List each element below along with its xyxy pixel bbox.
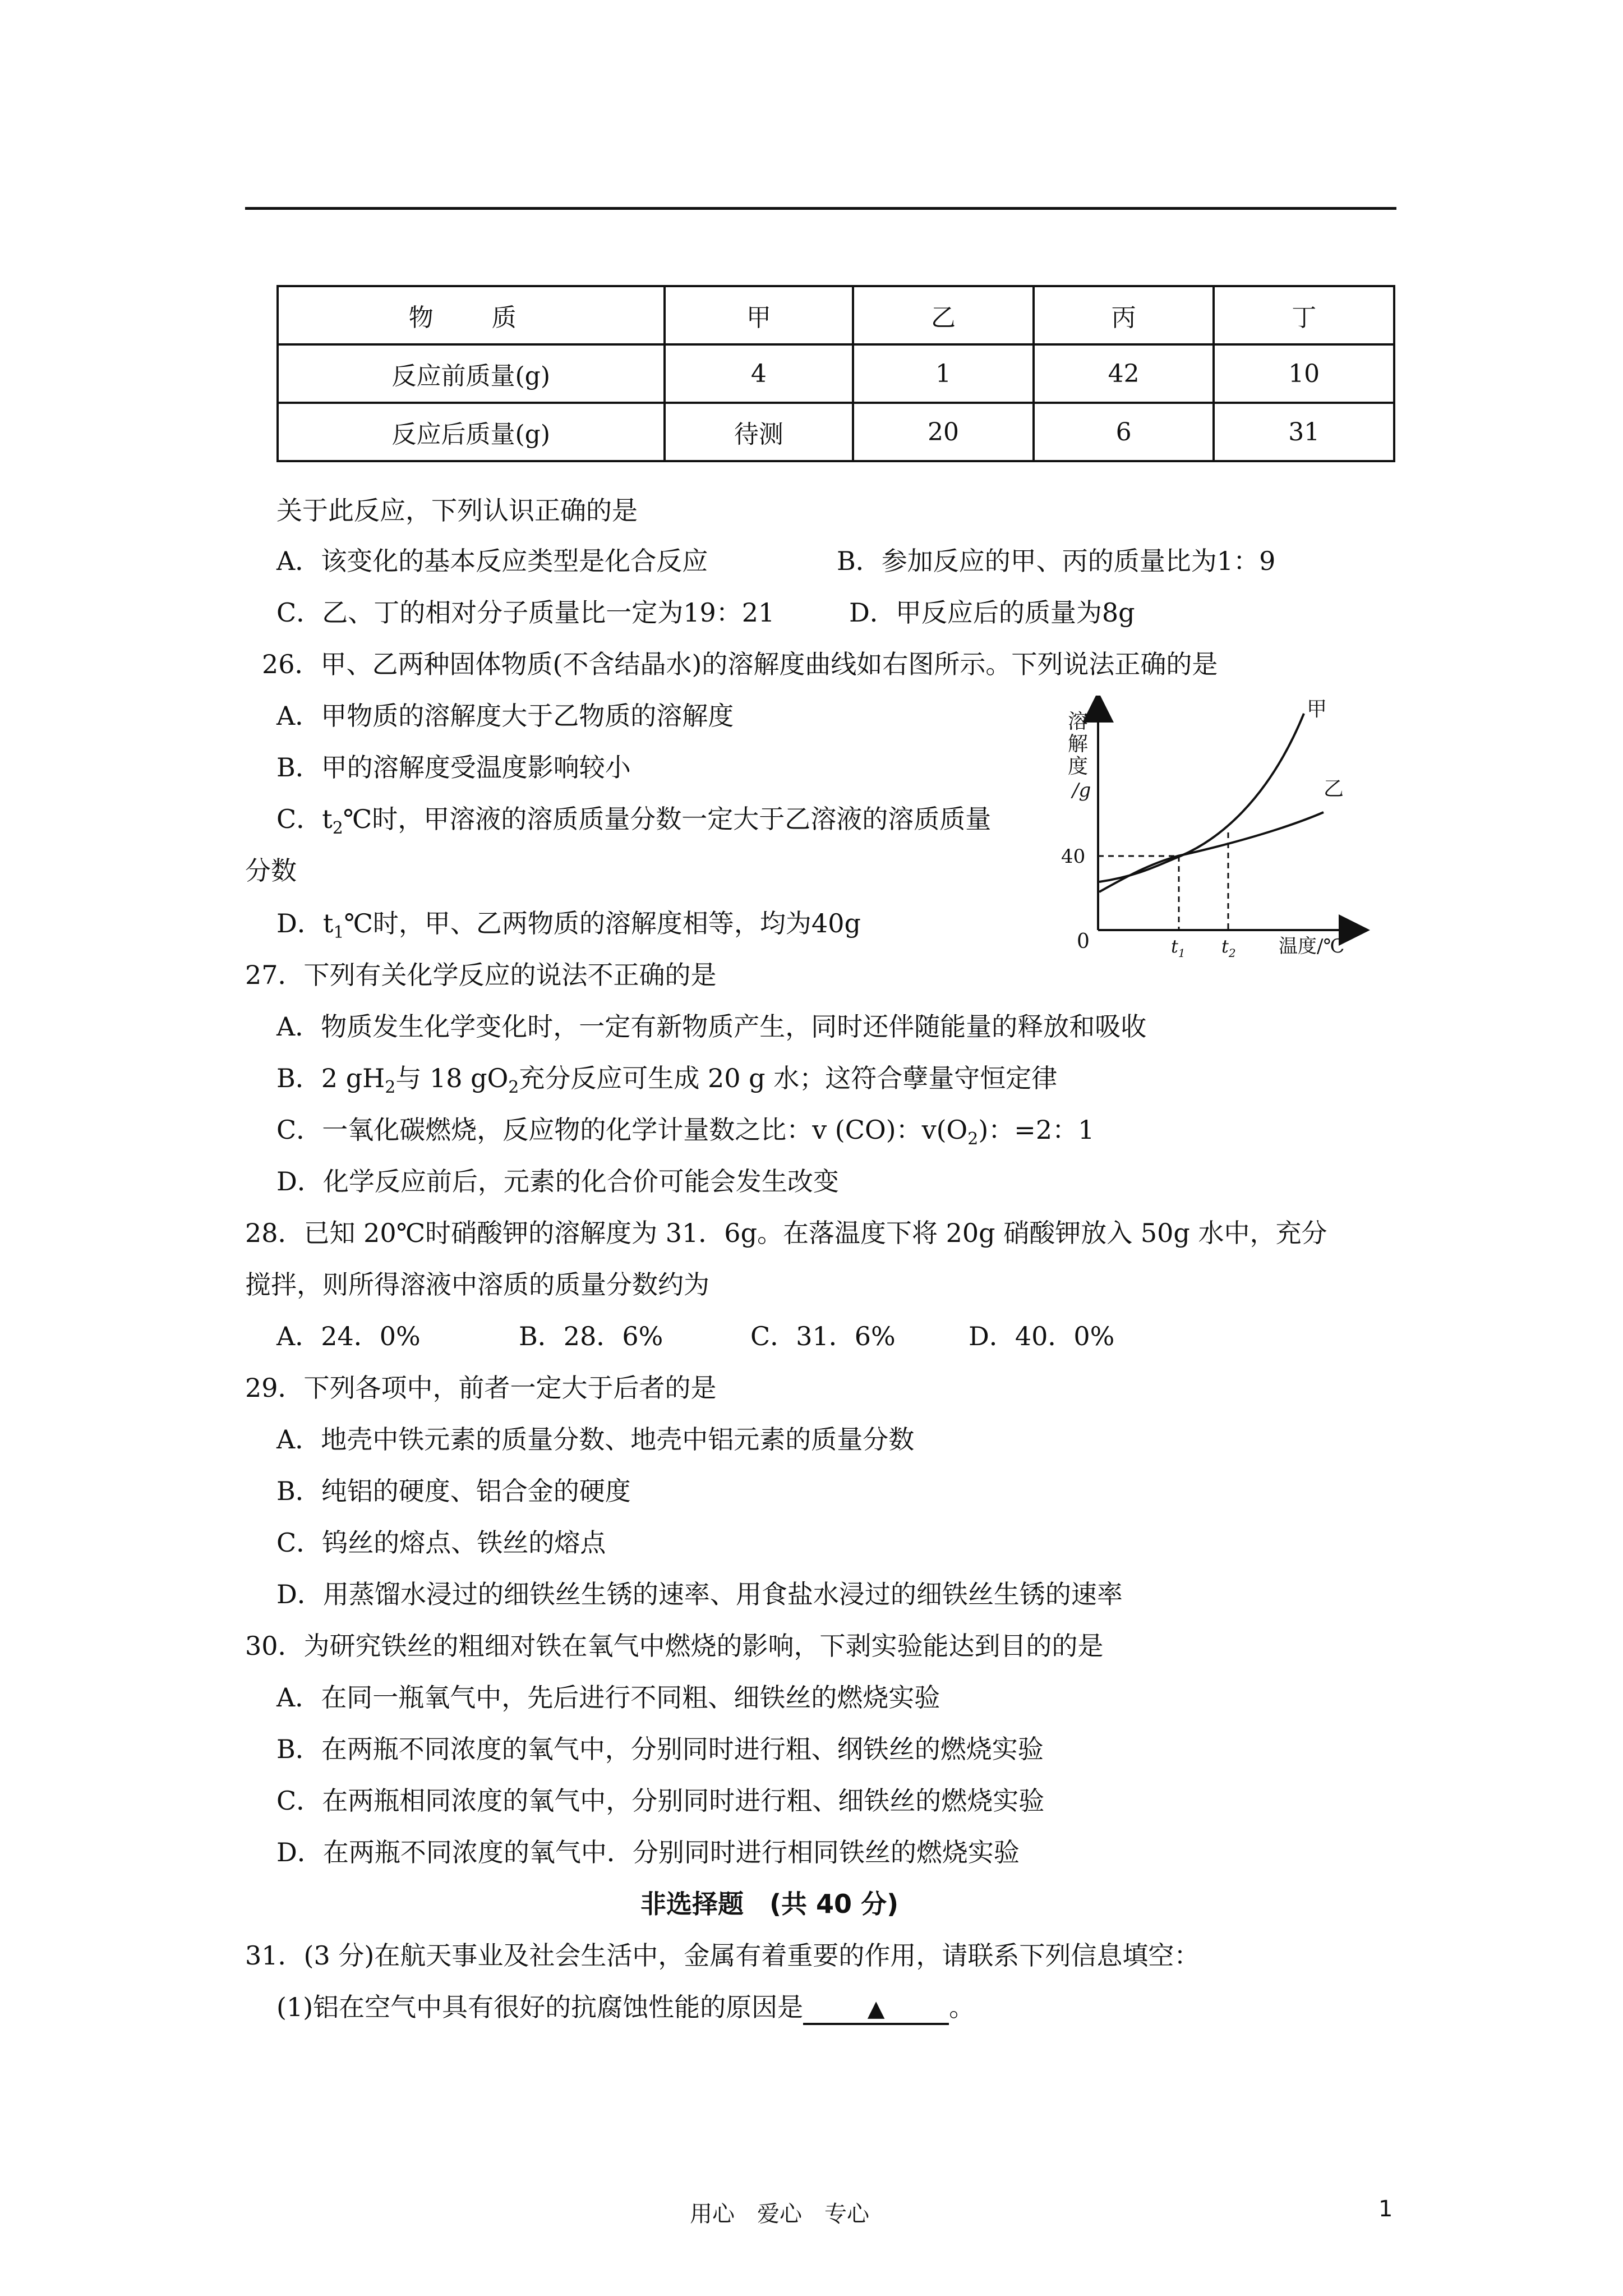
curve-label-yi: 乙 [1324, 777, 1344, 800]
table-header-cell: 甲 [665, 286, 854, 344]
q27-b-subscript-2: 2 [508, 1078, 519, 1097]
q30-stem: 30．为研究铁丝的粗细对铁在氧气中燃烧的影响，下剥实验能达到目的的是 [245, 1631, 1104, 1661]
y-label-2: 解 [1068, 733, 1089, 756]
table-cell: 20 [853, 403, 1034, 461]
t2-subscript: 2 [1228, 946, 1236, 959]
q26-d-prefix: D．t [276, 908, 334, 938]
q27-c-part2: )：=2：1 [978, 1115, 1095, 1145]
table-row [278, 286, 1394, 344]
table-cell: 31 [1214, 403, 1394, 461]
q27-c-subscript: 2 [967, 1129, 979, 1149]
x-axis-label: 温度/℃ [1279, 935, 1345, 958]
q28-stem-line1: 28．已知 20℃时硝酸钾的溶解度为 31．6g。在落温度下将 20g 硝酸钾放入 50g 水中，充分 [245, 1218, 1327, 1248]
curve-label-jia: 甲 [1307, 698, 1327, 721]
q27-option-d: D．化学反应前后，元素的化合价可能会发生改变 [276, 1166, 839, 1197]
q29-option-c: C．钨丝的熔点、铁丝的熔点 [276, 1527, 606, 1558]
q29-option-d: D．用蒸馏水浸过的细铁丝生锈的速率、用食盐水浸过的细铁丝生锈的速率 [276, 1579, 1123, 1609]
q28-stem-line2: 搅拌，则所得溶液中溶质的质量分数约为 [245, 1269, 709, 1300]
x-tick-t2 [1221, 936, 1236, 959]
t1-letter: t [1171, 936, 1178, 957]
table-header-cell: 乙 [853, 286, 1034, 344]
table-cell: 10 [1214, 344, 1394, 403]
q30-option-d: D．在两瓶不同浓度的氧气中．分别同时进行相同铁丝的燃烧实验 [276, 1837, 1020, 1867]
table-cell: 待测 [665, 403, 854, 461]
q26-c-text: ℃时，甲溶液的溶质质量分数一定大于乙溶液的溶质质量 [343, 804, 992, 834]
q26-option-c-continued: 分数 [245, 855, 297, 886]
q27-stem: 27．下列有关化学反应的说法不正确的是 [245, 960, 717, 990]
triangle-icon: ▲ [867, 1996, 885, 2022]
q29-option-a: A．地壳中铁元素的质量分数、地壳中铝元素的质量分数 [276, 1424, 915, 1455]
y-label-1: 溶 [1068, 710, 1089, 733]
q27-b-part1: B．2 gH [276, 1063, 385, 1093]
q25-option-c: C．乙、丁的相对分子质量比一定为19：21 [276, 597, 775, 628]
q25-stem: 关于此反应，下列认识正确的是 [276, 495, 638, 526]
q27-option-a: A．物质发生化学变化时，一定有新物质产生，同时还伴随能量的释放和吸收 [276, 1011, 1147, 1042]
table-header-cell: 物 质 [278, 286, 665, 344]
page-number: 1 [1378, 2196, 1393, 2222]
q26-option-a: A．甲物质的溶解度大于乙物质的溶解度 [276, 701, 734, 731]
q27-option-b [276, 1061, 1057, 1105]
q27-b-part3: 充分反应可生成 20 g 水；这符合孽量守恒定律 [519, 1063, 1058, 1093]
q25-option-b: B．参加反应的甲、丙的质量比为1：9 [837, 546, 1276, 576]
q27-option-c [276, 1113, 1094, 1156]
q30-option-b: B．在两瓶不同浓度的氧气中，分别同时进行粗、纲铁丝的燃烧实验 [276, 1734, 1044, 1764]
q29-option-b: B．纯铝的硬度、铝合金的硬度 [276, 1476, 631, 1506]
q30-option-c: C．在两瓶相同浓度的氧气中，分别同时进行粗、细铁丝的燃烧实验 [276, 1786, 1045, 1816]
table-cell: 6 [1034, 403, 1214, 461]
q31-part1-end: 。 [949, 1992, 975, 2022]
y-label-4: /g [1072, 779, 1091, 802]
q29-stem: 29．下列各项中，前者一定大于后者的是 [245, 1373, 717, 1403]
q27-b-part2: 与 18 gO [395, 1063, 509, 1093]
table-header-cell: 丙 [1034, 286, 1214, 344]
q26-d-text: ℃时，甲、乙两物质的溶解度相等，均为40g [344, 908, 861, 938]
table-cell: 1 [853, 344, 1034, 403]
answer-blank[interactable] [803, 1994, 949, 2025]
q28-option-d: D．40．0% [969, 1321, 1115, 1351]
table-cell: 4 [665, 344, 854, 403]
section-heading: 非选择题 (共 40 分) [640, 1889, 899, 1919]
origin-label: 0 [1077, 930, 1090, 953]
table-cell: 反应前质量(g) [278, 344, 665, 403]
q31-stem: 31．(3 分)在航天事业及社会生活中，金属有着重要的作用，请联系下列信息填空： [245, 1940, 1200, 1971]
table-cell: 42 [1034, 344, 1214, 403]
t2-letter: t [1221, 936, 1229, 957]
q27-b-subscript-1: 2 [385, 1078, 396, 1097]
solubility-curve-figure [1060, 696, 1374, 959]
y-tick-40: 40 [1061, 845, 1086, 868]
table-row [278, 344, 1394, 403]
q25-option-d: D．甲反应后的质量为8g [849, 597, 1135, 628]
q31-part1-text: (1)铝在空气中具有很好的抗腐蚀性能的原因是 [276, 1992, 804, 2022]
x-tick-t1 [1171, 936, 1186, 959]
reaction-mass-table [276, 285, 1395, 462]
curve-yi [1099, 812, 1324, 892]
table-header-cell: 丁 [1214, 286, 1394, 344]
table-cell: 反应后质量(g) [278, 403, 665, 461]
q28-option-a: A．24．0% [276, 1321, 421, 1351]
q26-d-subscript: 1 [333, 923, 344, 942]
q26-c-prefix: C．t [276, 804, 333, 834]
footer-motto: 用心 爱心 专心 [690, 2201, 869, 2227]
q26-c-subscript: 2 [332, 818, 343, 838]
q30-option-a: A．在同一瓶氧气中，先后进行不同粗、细铁丝的燃烧实验 [276, 1682, 940, 1713]
header-rule [245, 207, 1396, 210]
q25-option-a: A．该变化的基本反应类型是化合反应 [276, 546, 708, 576]
q26-stem: 26．甲、乙两种固体物质(不含结晶水)的溶解度曲线如右图所示。下列说法正确的是 [262, 649, 1218, 679]
q26-option-b: B．甲的溶解度受温度影响较小 [276, 752, 631, 783]
table-row [278, 403, 1394, 461]
q26-option-c [276, 802, 991, 845]
t1-subscript: 1 [1178, 946, 1186, 959]
q28-option-b: B．28．6% [519, 1321, 663, 1351]
q31-part1 [276, 1990, 975, 2025]
y-label-3: 度 [1068, 755, 1089, 778]
q27-c-part1: C．一氧化碳燃烧，反应物的化学计量数之比：v (CO)：v(O [276, 1115, 968, 1145]
q26-option-d [276, 907, 861, 950]
q28-option-c: C．31．6% [750, 1321, 896, 1351]
